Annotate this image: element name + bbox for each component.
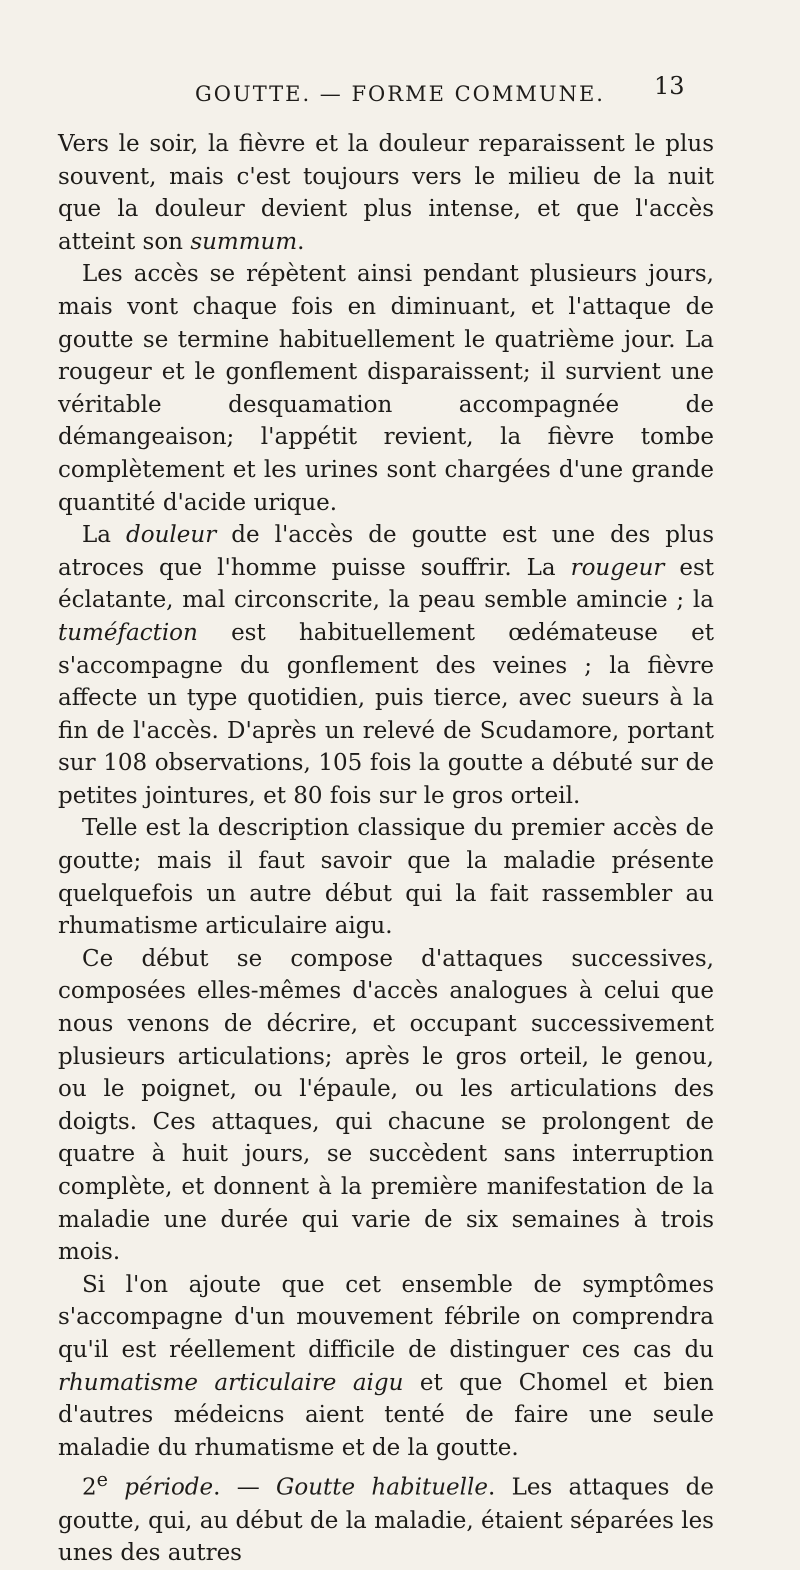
text-run: Vers le soir, la fièvre et la douleur reparaissent le plus souvent, mais c'est toujours vers le milieu de la nuit que la douleur devient plus intense, et que l'accès atteint son (58, 131, 714, 255)
superscript: e (96, 1468, 108, 1492)
italic-run: summum (190, 228, 298, 255)
text-run: et que Chomel et bien d'autres médeicns aient tenté de faire une seule maladie du rhumatisme et de la goutte. (58, 1369, 714, 1461)
italic-run: rhumatisme articulaire aigu (58, 1369, 404, 1396)
italic-run: Goutte habituelle (276, 1475, 488, 1501)
paragraph (58, 943, 714, 1269)
text-run: . Les attaques de goutte, qui, au début de la maladie, étaient séparées les unes des autres (58, 1475, 715, 1567)
text-run: Les accès se répètent ainsi pendant plusieurs jours, mais vont chaque fois en diminuant, et l'attaque de goutte se termine habituellement le quatrième jour. La rougeur et le gonflement disparaissent; il survient une véritable desquamation accompagnée de démangeaison; l'appétit revient, la fièvre tombe complètement et les urines sont chargées d'une grande quantité d'acide urique. (58, 261, 714, 516)
text-run: Si l'on ajoute que cet ensemble de symptômes s'accompagne d'un mouvement fébrile on comprendra qu'il est réellement difficile de distinguer ces cas du (58, 1271, 714, 1363)
italic-run: rougeur (570, 554, 665, 581)
text-run: Telle est la description classique du premier accès de goutte; mais il faut savoir que la maladie présente quelquefois un autre début qui la fait rassembler au rhumatisme articulaire aigu. (58, 815, 714, 940)
italic-run: tuméfaction (58, 619, 198, 646)
text-run: . — (213, 1475, 276, 1501)
page-number: 13 (654, 72, 685, 100)
paragraph (58, 258, 714, 519)
running-title: GOUTTE. — FORME COMMUNE. (195, 82, 605, 106)
text-run: Ce début se compose d'attaques successives, composées elles-mêmes d'accès analogues à celui que nous venons de décrire, et occupant successivement plusieurs articulations; après le gros orteil, le genou, ou le poignet, ou l'épaule, ou les articulations des doigts. Ces attaques, qui chacune se prolongent de quatre à huit jours, se succèdent sans interruption complète, et donnent à la première manifestation de la maladie une durée qui varie de six semaines à trois mois. (58, 945, 714, 1266)
text-run: est habituellement œdémateuse et s'accompagne du gonflement des veines ; la fièvre affecte un type quotidien, puis tierce, avec sueurs à la fin de l'accès. D'après un relevé de Scudamore, portant sur 108 observations, 105 fois la goutte a débuté sur de petites jointures, et 80 fois sur le gros orteil. (58, 619, 714, 809)
text-run: . (297, 228, 305, 255)
italic-run: douleur (126, 522, 217, 549)
paragraph (58, 1464, 714, 1569)
paragraph (58, 812, 714, 942)
text-run: La (82, 522, 127, 549)
paragraph (58, 128, 714, 258)
italic-run: période (124, 1475, 214, 1501)
text-run: de l'accès de goutte est une des plus atroces que l'homme puisse souffrir. La (58, 522, 714, 581)
text-run: est éclatante, mal circonscrite, la peau semble amincie ; la (58, 554, 714, 614)
paragraph (58, 1269, 714, 1465)
text-run: 2 (82, 1475, 97, 1501)
body-text (58, 128, 714, 1570)
paragraph (58, 519, 714, 812)
text-run (108, 1475, 124, 1501)
